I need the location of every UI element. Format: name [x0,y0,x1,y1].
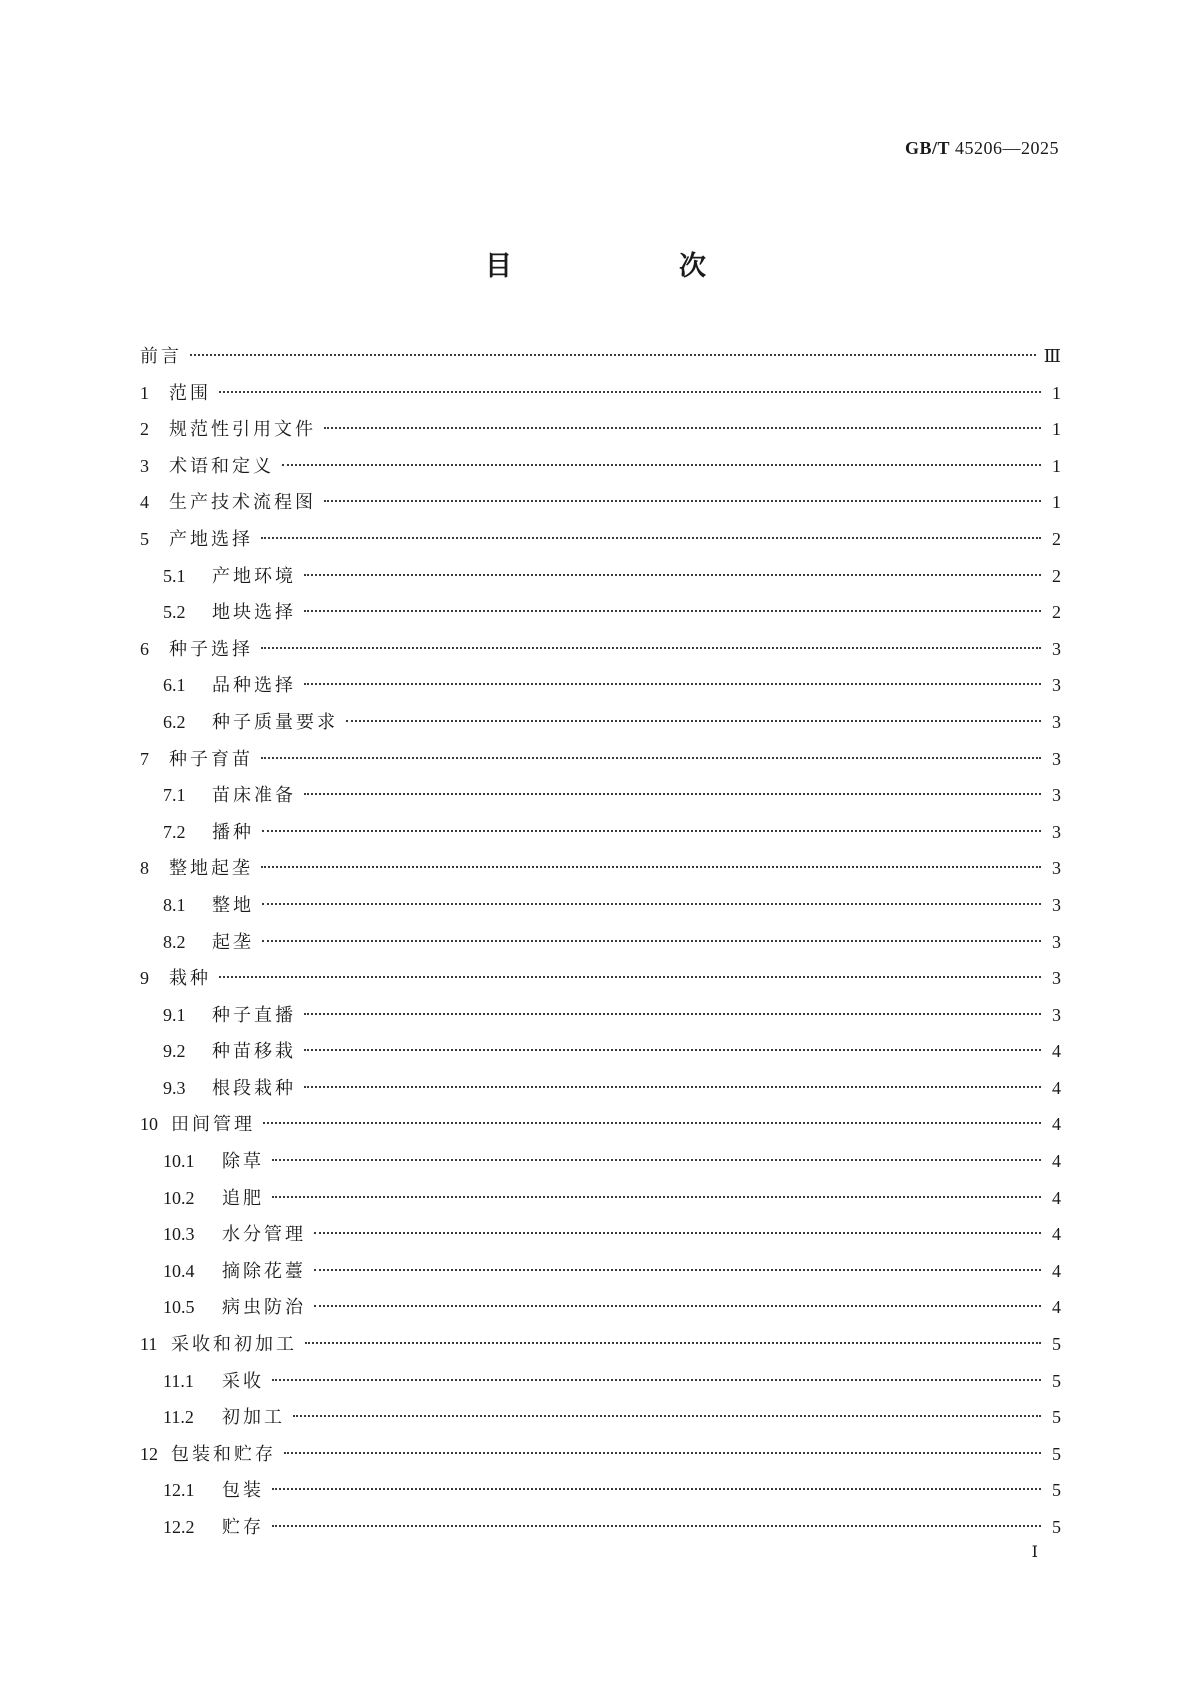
toc-entry-label: 地块选择 [212,602,296,624]
toc-entry-page: 4 [1052,1187,1061,1208]
toc-entry-number: 12.1 [163,1480,195,1501]
toc-entry-number: 5.2 [163,602,186,623]
standard-code [905,138,1059,159]
toc-leader-dots [304,609,1041,612]
toc-entry-label: 产地选择 [169,528,253,550]
toc-leader-dots [261,865,1041,868]
toc-leader-dots [324,426,1041,429]
toc-entry-number: 2 [140,419,149,440]
toc-entry-page: 3 [1052,711,1061,732]
toc-entry-page: 5 [1052,1443,1061,1464]
toc-entry-page: 3 [1052,858,1061,879]
toc-entry-label: 采收 [222,1370,264,1392]
toc-entry-label: 病虫防治 [222,1297,306,1319]
toc-entry[interactable] [140,1070,1061,1107]
toc-leader-dots [272,1158,1041,1161]
toc-entry-page: 5 [1052,1407,1061,1428]
toc-entry[interactable] [140,1106,1061,1143]
toc-entry-label: 采收和初加工 [171,1334,297,1356]
toc-entry-page: 3 [1052,968,1061,989]
toc-entry-page: 5 [1052,1517,1061,1537]
toc-entry-label: 种子选择 [169,638,253,660]
toc-entry[interactable] [140,814,1061,851]
toc-entry-label: 贮存 [222,1517,264,1538]
toc-entry[interactable] [140,448,1061,485]
toc-entry-number: 9.2 [163,1041,186,1062]
toc-entry-label: 生产技术流程图 [169,492,316,514]
toc-entry[interactable] [140,960,1061,997]
toc-leader-dots [304,792,1041,795]
toc-entry-number: 10.5 [163,1297,195,1318]
toc-entry-number: 7.1 [163,785,186,806]
toc-entry[interactable] [140,411,1061,448]
toc-entry-label: 品种选择 [212,675,296,697]
toc-entry-page: 3 [1052,931,1061,952]
toc-entry[interactable] [140,375,1061,412]
toc-leader-dots [263,1121,1041,1124]
toc-entry-label: 栽种 [169,968,211,990]
toc-leader-dots [262,902,1041,905]
toc-entry-label: 摘除花薹 [222,1260,306,1282]
toc-entry-page: 2 [1052,565,1061,586]
toc-entry[interactable] [140,1326,1061,1363]
toc-entry-number: 8.1 [163,894,186,915]
toc-entry[interactable] [140,594,1061,631]
toc-entry[interactable] [140,1253,1061,1290]
toc-entry-label: 田间管理 [171,1114,255,1136]
toc-entry-page: 5 [1052,1370,1061,1391]
toc-leader-dots [293,1414,1041,1417]
toc-entry-number: 8 [140,858,149,879]
standard-code-number: 45206—2025 [955,138,1059,158]
toc-leader-dots [304,1085,1041,1088]
toc-leader-dots [261,756,1041,759]
toc-entry[interactable] [140,1216,1061,1253]
toc-leader-dots [219,975,1041,978]
toc-entry-number: 12.2 [163,1517,195,1537]
toc-entry-page: 1 [1052,492,1061,513]
toc-entry-number: 9 [140,968,149,989]
toc-entry-number: 11.2 [163,1407,194,1428]
toc-entry-page: 3 [1052,785,1061,806]
toc-leader-dots [272,1378,1041,1381]
toc-entry-label: 除草 [222,1151,264,1173]
toc-leader-dots [282,463,1041,466]
toc-entry-label: 术语和定义 [169,455,274,477]
toc-entry-label: 苗床准备 [212,785,296,807]
toc-entry[interactable] [140,338,1061,375]
toc-entry[interactable] [140,1033,1061,1070]
toc-entry-label: 根段栽种 [212,1077,296,1099]
toc-entry-number: 10.2 [163,1187,195,1208]
toc-entry[interactable] [140,777,1061,814]
toc-leader-dots [304,1012,1041,1015]
toc-entry-page: 5 [1052,1480,1061,1501]
toc-entry[interactable] [140,887,1061,924]
toc-leader-dots [219,390,1041,393]
toc-entry[interactable] [140,631,1061,668]
toc-entry-number: 11 [140,1334,158,1355]
toc-leader-dots [304,682,1041,685]
toc-entry[interactable] [140,1363,1061,1400]
toc-entry[interactable] [140,924,1061,961]
toc-entry-number: 6 [140,638,149,659]
toc-entry[interactable] [140,484,1061,521]
toc-entry-number: 5 [140,528,149,549]
toc-leader-dots [262,939,1041,942]
toc-entry-label: 种子育苗 [169,748,253,770]
toc-entry-number: 10.3 [163,1224,195,1245]
toc-entry-page: 4 [1052,1041,1061,1062]
toc-entry-page: 1 [1052,419,1061,440]
toc-entry-page: 4 [1052,1077,1061,1098]
toc-entry[interactable] [140,1399,1061,1436]
toc-entry-number: 10 [140,1114,158,1135]
toc-entry[interactable] [140,667,1061,704]
toc-entry-number: 4 [140,492,149,513]
toc-entry-label: 水分管理 [222,1224,306,1246]
toc-leader-dots [261,646,1041,649]
toc-entry-number: 9.1 [163,1004,186,1025]
toc-entry[interactable] [140,1180,1061,1217]
toc-entry-number: 12 [140,1443,158,1464]
toc-entry-page: 2 [1052,528,1061,549]
toc-entry[interactable] [140,1143,1061,1180]
toc-entry-page: 3 [1052,894,1061,915]
toc-leader-dots [272,1487,1041,1490]
toc-leader-dots [272,1195,1041,1198]
toc-entry-label: 种子质量要求 [212,711,338,733]
toc-entry-page: 4 [1052,1297,1061,1318]
toc-entry-page: 4 [1052,1151,1061,1172]
toc-entry[interactable] [140,704,1061,741]
toc-entry[interactable] [140,1472,1061,1509]
toc-leader-dots [304,1048,1041,1051]
toc-entry-label: 范围 [169,382,211,404]
toc-leader-dots [190,353,1036,356]
toc-leader-dots [314,1231,1041,1234]
toc-entry-number: 5.1 [163,565,186,586]
toc-entry-page: 1 [1052,382,1061,403]
toc-leader-dots [314,1304,1041,1307]
standard-code-prefix: GB/T [904,138,950,158]
toc-entry-page: 3 [1052,675,1061,696]
toc-entry-label: 包装和贮存 [171,1443,276,1465]
toc-entry-number: 8.2 [163,931,186,952]
toc-entry[interactable] [140,1289,1061,1326]
toc-entry-number: 11.1 [163,1370,194,1391]
toc-leader-dots [314,1268,1041,1271]
toc-entry[interactable] [140,741,1061,778]
toc-entry-page: Ⅲ [1043,346,1061,366]
toc-entry-number: 7.2 [163,821,186,842]
toc-entry-page: 4 [1052,1114,1061,1135]
toc-entry-label: 前言 [140,346,182,367]
toc-entry-label: 种子直播 [212,1004,296,1026]
toc-leader-dots [284,1451,1041,1454]
toc-entry-page: 5 [1052,1334,1061,1355]
toc-entry-label: 包装 [222,1480,264,1502]
toc-entry-label: 产地环境 [212,565,296,587]
toc-entry-number: 9.3 [163,1077,186,1098]
toc-entry-label: 起垄 [212,931,254,953]
toc-entry-page: 3 [1052,821,1061,842]
toc-entry[interactable] [140,1436,1061,1473]
toc-entry[interactable] [140,850,1061,887]
table-of-contents [140,338,1061,1546]
toc-entry-number: 10.4 [163,1260,195,1281]
toc-entry[interactable] [140,521,1061,558]
toc-entry-page: 3 [1052,638,1061,659]
toc-leader-dots [262,829,1041,832]
toc-entry-label: 追肥 [222,1187,264,1209]
toc-entry-number: 6.1 [163,675,186,696]
toc-leader-dots [304,573,1041,576]
toc-entry-number: 1 [140,382,149,403]
toc-leader-dots [272,1524,1041,1527]
toc-entry-label: 规范性引用文件 [169,419,316,441]
toc-entry[interactable] [140,997,1061,1034]
toc-entry-number: 3 [140,455,149,476]
toc-entry-page: 4 [1052,1224,1061,1245]
toc-leader-dots [324,499,1041,502]
toc-entry-label: 整地起垄 [169,858,253,880]
toc-entry-label: 种苗移栽 [212,1041,296,1063]
toc-entry-label: 播种 [212,821,254,843]
toc-entry[interactable] [140,558,1061,595]
toc-entry-label: 整地 [212,894,254,916]
toc-leader-dots [305,1341,1041,1344]
toc-entry-page: 1 [1052,455,1061,476]
toc-entry-label: 初加工 [222,1407,285,1429]
toc-entry-page: 3 [1052,748,1061,769]
toc-entry-page: 4 [1052,1260,1061,1281]
toc-entry[interactable] [140,1509,1061,1546]
toc-leader-dots [346,719,1041,722]
page-title: 目 次 [485,251,776,282]
toc-entry-page: 2 [1052,602,1061,623]
toc-entry-number: 7 [140,748,149,769]
toc-entry-number: 6.2 [163,711,186,732]
toc-entry-page: 3 [1052,1004,1061,1025]
footer-page-number: Ⅰ [1031,1544,1038,1561]
toc-entry-number: 10.1 [163,1151,195,1172]
toc-leader-dots [261,536,1041,539]
